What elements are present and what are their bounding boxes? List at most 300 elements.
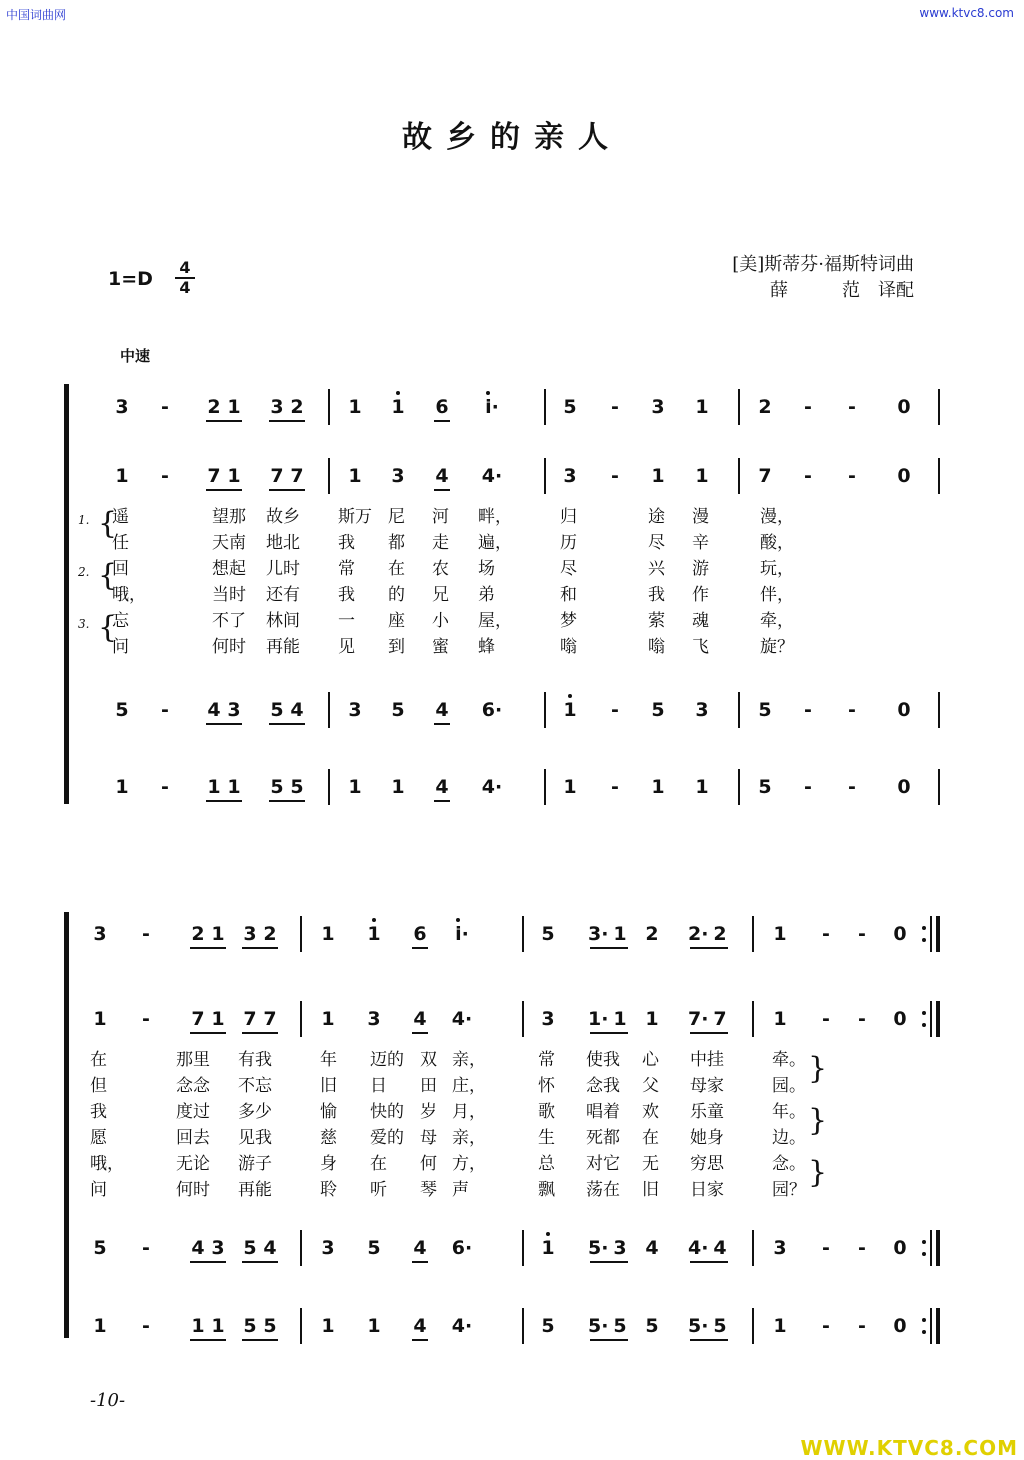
note-dash: - (822, 1315, 830, 1337)
time-top: 4 (179, 258, 191, 277)
lyric-syllable: 愉 (320, 1102, 337, 1122)
lyric-syllable: 亲， (452, 1050, 486, 1070)
note: 0 (897, 396, 911, 418)
note-dash: - (611, 396, 619, 418)
lyric-syllable: 漫， (760, 507, 794, 527)
note: 7 (270, 465, 284, 487)
note: 1 (191, 1315, 205, 1337)
note-underline (412, 1261, 428, 1263)
note: 5 (270, 699, 284, 721)
barline (522, 1230, 524, 1266)
note: 0 (897, 776, 911, 798)
note: 3 (541, 1008, 555, 1030)
page-number: -10- (90, 1390, 126, 1411)
note-dash: - (822, 923, 830, 945)
note: 1 (773, 1008, 787, 1030)
lyric-syllable: 畔， (478, 507, 512, 527)
note-underline (590, 947, 628, 949)
barline (522, 916, 524, 952)
note: 3· (588, 923, 609, 945)
lyric-syllable: 酸， (760, 533, 794, 553)
note: 4 (263, 1237, 277, 1259)
note: 5 (243, 1315, 257, 1337)
final-barline-thick (936, 1230, 940, 1266)
watermark-left: 中国词曲网 (6, 8, 67, 22)
note-underline (590, 1032, 628, 1034)
lyric-syllable: 我 (648, 585, 665, 605)
note: 5 (758, 776, 772, 798)
lyric-syllable: 亲， (452, 1128, 486, 1148)
lyric-syllable: 见我 (238, 1128, 272, 1148)
note: 1 (227, 776, 241, 798)
lyric-syllable: 快的 (370, 1102, 404, 1122)
barline (300, 1001, 302, 1037)
verse-brace: { (98, 610, 118, 645)
note: 4· (451, 1315, 473, 1337)
note-dash: - (848, 396, 856, 418)
note-dash: - (848, 465, 856, 487)
note-dash: - (611, 776, 619, 798)
lyric-syllable: 林间 (266, 611, 300, 631)
note: 3 (563, 465, 577, 487)
note-dash: - (161, 699, 169, 721)
lyric-syllable: 对它 (586, 1154, 620, 1174)
lyric-syllable: 我 (338, 585, 355, 605)
note: 6· (481, 699, 503, 721)
lyric-syllable: 想起 (212, 559, 246, 579)
lyric-syllable: 旧 (320, 1076, 337, 1096)
note: 5 (563, 396, 577, 418)
note: 5 (93, 1237, 107, 1259)
repeat-dot (922, 1318, 926, 1322)
note: 0 (893, 1315, 907, 1337)
verse-number: 1. (78, 513, 90, 527)
lyric-syllable: 心 (642, 1050, 659, 1070)
lyric-syllable: 归 (560, 507, 577, 527)
lyric-syllable: 岁 (420, 1102, 437, 1122)
lyric-syllable: 回 (112, 559, 129, 579)
lyric-syllable: 哦， (112, 585, 146, 605)
lyric-syllable: 念。 (772, 1154, 806, 1174)
lyric-syllable: 荡在 (586, 1180, 620, 1200)
note: 1 (695, 396, 709, 418)
note: 7 (191, 1008, 205, 1030)
note: 1 (695, 465, 709, 487)
lyric-syllable: 怀 (538, 1076, 555, 1096)
song-title: 故乡的亲人 (402, 120, 622, 155)
note-underline (190, 1339, 226, 1341)
repeat-dot (922, 1023, 926, 1027)
note: 2 (290, 396, 304, 418)
lyric-syllable: 历 (560, 533, 577, 553)
lyric-syllable: 聆 (320, 1180, 337, 1200)
note: 1 (321, 923, 335, 945)
note: 1 (211, 923, 225, 945)
note-underline (412, 1339, 428, 1341)
lyric-syllable: 嗡 (560, 637, 577, 657)
note-dash: - (142, 1008, 150, 1030)
note-dash: - (804, 465, 812, 487)
note: 3 (391, 465, 405, 487)
note-dash: - (142, 1237, 150, 1259)
note: 0 (893, 923, 907, 945)
note: 7 (290, 465, 304, 487)
note-dash: - (142, 923, 150, 945)
note: 7 (243, 1008, 257, 1030)
note: i· (485, 396, 499, 418)
note: 4 (645, 1237, 659, 1259)
lyric-syllable: 兄 (432, 585, 449, 605)
lyric-syllable: 母家 (690, 1076, 724, 1096)
lyric-syllable: 母 (420, 1128, 437, 1148)
note: 3 (321, 1237, 335, 1259)
lyric-syllable: 声 (452, 1180, 469, 1200)
lyric-syllable: 园？ (772, 1180, 806, 1200)
lyric-syllable: 我 (338, 533, 355, 553)
note-underline (590, 1339, 628, 1341)
lyric-syllable: 走 (432, 533, 449, 553)
lyric-syllable: 小 (432, 611, 449, 631)
lyric-syllable: 穷思 (690, 1154, 724, 1174)
lyric-syllable: 斯万 (338, 507, 372, 527)
note: 1 (563, 776, 577, 798)
lyric-syllable: 牵。 (772, 1050, 806, 1070)
lyric-syllable: 度过 (176, 1102, 210, 1122)
note: 0 (893, 1008, 907, 1030)
note: 5· (588, 1237, 609, 1259)
lyric-syllable: 到 (388, 637, 405, 657)
barline (522, 1308, 524, 1344)
lyric-syllable: 不忘 (238, 1076, 272, 1096)
lyric-syllable: 任 (112, 533, 129, 553)
note: 4 (435, 699, 449, 721)
lyric-syllable: 父 (642, 1076, 659, 1096)
watermark-right[interactable]: www.ktvc8.com (919, 6, 1014, 20)
verse-number: 2. (78, 565, 90, 579)
lyric-syllable: 死都 (586, 1128, 620, 1148)
note-dash: - (822, 1008, 830, 1030)
lyric-syllable: 欢 (642, 1102, 659, 1122)
note-dash: - (804, 396, 812, 418)
note: 2 (191, 923, 205, 945)
lyric-syllable: 兴 (648, 559, 665, 579)
note: 1 (227, 396, 241, 418)
lyric-syllable: 农 (432, 559, 449, 579)
lyric-syllable: 何 (420, 1154, 437, 1174)
note: 5 (115, 699, 129, 721)
lyric-syllable: 辛 (692, 533, 709, 553)
lyric-syllable: 尽 (560, 559, 577, 579)
note: 7 (713, 1008, 727, 1030)
note: 6· (451, 1237, 473, 1259)
lyric-syllable: 梦 (560, 611, 577, 631)
lyric-syllable: 和 (560, 585, 577, 605)
note: 1 (348, 776, 362, 798)
note: 1 (321, 1008, 335, 1030)
note-dash: - (858, 1237, 866, 1259)
note-dash: - (858, 1008, 866, 1030)
lyric-syllable: 使我 (586, 1050, 620, 1070)
note-dash: - (161, 776, 169, 798)
lyric-syllable: 遥 (112, 507, 129, 527)
note: 5 (290, 776, 304, 798)
lyric-syllable: 年。 (772, 1102, 806, 1122)
note-underline (190, 947, 226, 949)
lyric-syllable: 那里 (176, 1050, 210, 1070)
lyric-syllable: 故乡 (266, 507, 300, 527)
lyric-syllable: 伴， (760, 585, 794, 605)
note: 4 (207, 699, 221, 721)
lyric-syllable: 天南 (212, 533, 246, 553)
note: 6 (413, 923, 427, 945)
verse-brace: { (98, 558, 118, 593)
tempo-marking: 中速 (120, 347, 151, 365)
note: 3 (348, 699, 362, 721)
note: 1 (321, 1315, 335, 1337)
note-underline (242, 1339, 278, 1341)
lyric-syllable: 河 (432, 507, 449, 527)
lyric-syllable: 听 (370, 1180, 387, 1200)
lyric-syllable: 一 (338, 611, 355, 631)
lyric-syllable: 年 (320, 1050, 337, 1070)
lyric-syllable: 魂 (692, 611, 709, 631)
note: 1 (613, 1008, 627, 1030)
note-underline (690, 947, 728, 949)
lyric-syllable: 游 (692, 559, 709, 579)
lyric-syllable: 边。 (772, 1128, 806, 1148)
lyric-syllable: 常 (338, 559, 355, 579)
lyric-syllable: 但 (90, 1076, 107, 1096)
note: 5 (270, 776, 284, 798)
final-barline-thin (930, 1308, 932, 1344)
site-logo: WWW.KTVC8.COM (800, 1436, 1018, 1460)
lyric-syllable: 飘 (538, 1180, 555, 1200)
lyric-syllable: 弟 (478, 585, 495, 605)
note: 1 (541, 1237, 555, 1259)
note: 1 (651, 465, 665, 487)
lyric-syllable: 园。 (772, 1076, 806, 1096)
note: 5 (541, 1315, 555, 1337)
lyric-syllable: 尼 (388, 507, 405, 527)
lyric-syllable: 萦 (648, 611, 665, 631)
verse-brace: { (98, 506, 118, 541)
note-underline (690, 1261, 728, 1263)
lyric-syllable: 何时 (212, 637, 246, 657)
lyric-syllable: 蜜 (432, 637, 449, 657)
lyric-syllable: 望那 (212, 507, 246, 527)
verse-number: 3. (78, 617, 90, 631)
lyric-syllable: 月， (452, 1102, 486, 1122)
note: 5 (645, 1315, 659, 1337)
lyric-syllable: 的 (388, 585, 405, 605)
lyric-syllable: 遍， (478, 533, 512, 553)
note: 3 (270, 396, 284, 418)
lyric-syllable: 儿时 (266, 559, 300, 579)
note: 3 (93, 923, 107, 945)
lyric-syllable: 迈的 (370, 1050, 404, 1070)
lyric-syllable: 双 (420, 1050, 437, 1070)
note: 1 (348, 396, 362, 418)
verse-brace-close: } (808, 1155, 828, 1190)
note: 7 (263, 1008, 277, 1030)
final-barline-thick (936, 916, 940, 952)
lyric-syllable: 方， (452, 1154, 486, 1174)
lyric-syllable: 唱着 (586, 1102, 620, 1122)
note-underline (412, 947, 428, 949)
lyric-syllable: 问 (112, 637, 129, 657)
lyric-syllable: 琴 (420, 1180, 437, 1200)
verse-brace-close: } (808, 1051, 828, 1086)
note-underline (242, 947, 278, 949)
lyric-syllable: 作 (692, 585, 709, 605)
note: 1 (93, 1008, 107, 1030)
lyric-syllable: 场 (478, 559, 495, 579)
lyric-syllable: 歌 (538, 1102, 555, 1122)
note-dash: - (848, 776, 856, 798)
note: 1 (773, 1315, 787, 1337)
repeat-dot (922, 1011, 926, 1015)
barline (300, 916, 302, 952)
lyric-syllable: 游子 (238, 1154, 272, 1174)
lyric-syllable: 乐童 (690, 1102, 724, 1122)
note: 5 (651, 699, 665, 721)
note: 1 (115, 776, 129, 798)
note: 4 (435, 776, 449, 798)
lyric-syllable: 愿 (90, 1128, 107, 1148)
lyric-syllable: 生 (538, 1128, 555, 1148)
time-bottom: 4 (179, 278, 191, 297)
note: 4 (191, 1237, 205, 1259)
note: 1 (115, 465, 129, 487)
credit-translator: 薛 范 译配 (770, 280, 914, 301)
barline (300, 1230, 302, 1266)
note: 3 (227, 699, 241, 721)
lyric-syllable: 忘 (112, 611, 129, 631)
note: 1 (211, 1315, 225, 1337)
note-underline (690, 1032, 728, 1034)
lyric-syllable: 再能 (266, 637, 300, 657)
note-underline (690, 1339, 728, 1341)
note: 5· (688, 1315, 709, 1337)
lyric-syllable: 日家 (690, 1180, 724, 1200)
note: 2 (758, 396, 772, 418)
note: 3 (651, 396, 665, 418)
repeat-dot (922, 1252, 926, 1256)
note: 3 (115, 396, 129, 418)
lyric-syllable: 中挂 (690, 1050, 724, 1070)
note: 4· (481, 776, 503, 798)
lyric-syllable: 在 (388, 559, 405, 579)
repeat-dot (922, 926, 926, 930)
note: 1 (391, 776, 405, 798)
final-barline-thin (930, 916, 932, 952)
barline (752, 1230, 754, 1266)
note: 3 (773, 1237, 787, 1259)
barline (752, 1001, 754, 1037)
note: 2 (263, 923, 277, 945)
system-bracket (64, 912, 81, 1338)
note: 1 (391, 396, 405, 418)
lyric-syllable: 还有 (266, 585, 300, 605)
note-dash: - (161, 396, 169, 418)
note: 5 (758, 699, 772, 721)
lyric-syllable: 漫 (692, 507, 709, 527)
lyric-syllable: 问 (90, 1180, 107, 1200)
note: 1· (588, 1008, 609, 1030)
note: 3 (613, 1237, 627, 1259)
note: 5 (613, 1315, 627, 1337)
lyric-syllable: 无论 (176, 1154, 210, 1174)
note-dash: - (161, 465, 169, 487)
note: 4· (451, 1008, 473, 1030)
repeat-dot (922, 1330, 926, 1334)
final-barline-thin (930, 1230, 932, 1266)
lyric-syllable: 嗡 (648, 637, 665, 657)
note: 1 (651, 776, 665, 798)
lyric-syllable: 地北 (266, 533, 300, 553)
lyric-syllable: 常 (538, 1050, 555, 1070)
barline (752, 1308, 754, 1344)
note: 1 (207, 776, 221, 798)
octave-dot-high (456, 918, 460, 922)
repeat-dot (922, 938, 926, 942)
lyric-syllable: 尽 (648, 533, 665, 553)
note-dash: - (858, 923, 866, 945)
lyric-syllable: 屋， (478, 611, 512, 631)
note: 5 (243, 1237, 257, 1259)
note: 0 (897, 465, 911, 487)
note-underline (242, 1261, 278, 1263)
note: 3 (243, 923, 257, 945)
note: 3 (211, 1237, 225, 1259)
note-dash: - (611, 465, 619, 487)
note: 1 (563, 699, 577, 721)
lyric-syllable: 见 (338, 637, 355, 657)
note-dash: - (848, 699, 856, 721)
lyric-syllable: 座 (388, 611, 405, 631)
barline (300, 1308, 302, 1344)
note: 3 (695, 699, 709, 721)
lyric-syllable: 飞 (692, 637, 709, 657)
note: 1 (93, 1315, 107, 1337)
note: 5 (367, 1237, 381, 1259)
note: 4 (713, 1237, 727, 1259)
octave-dot-high (546, 1232, 550, 1236)
lyric-syllable: 不了 (212, 611, 246, 631)
lyric-syllable: 我 (90, 1102, 107, 1122)
lyric-syllable: 牵， (760, 611, 794, 631)
note: 4 (413, 1315, 427, 1337)
note: 7 (207, 465, 221, 487)
note: 6 (435, 396, 449, 418)
lyric-syllable: 多少 (238, 1102, 272, 1122)
note-dash: - (804, 776, 812, 798)
lyric-syllable: 途 (648, 507, 665, 527)
note-dash: - (822, 1237, 830, 1259)
note-dash: - (611, 699, 619, 721)
lyric-syllable: 何时 (176, 1180, 210, 1200)
lyric-syllable: 玩， (760, 559, 794, 579)
lyric-syllable: 在 (90, 1050, 107, 1070)
octave-dot-high (372, 918, 376, 922)
note-dash: - (142, 1315, 150, 1337)
credit-composer: [美]斯蒂芬·福斯特词曲 (732, 254, 914, 275)
lyric-syllable: 爱的 (370, 1128, 404, 1148)
note: 4 (413, 1008, 427, 1030)
lyric-syllable: 念我 (586, 1076, 620, 1096)
key-signature: 1=D (108, 268, 153, 290)
final-barline-thick (936, 1308, 940, 1344)
